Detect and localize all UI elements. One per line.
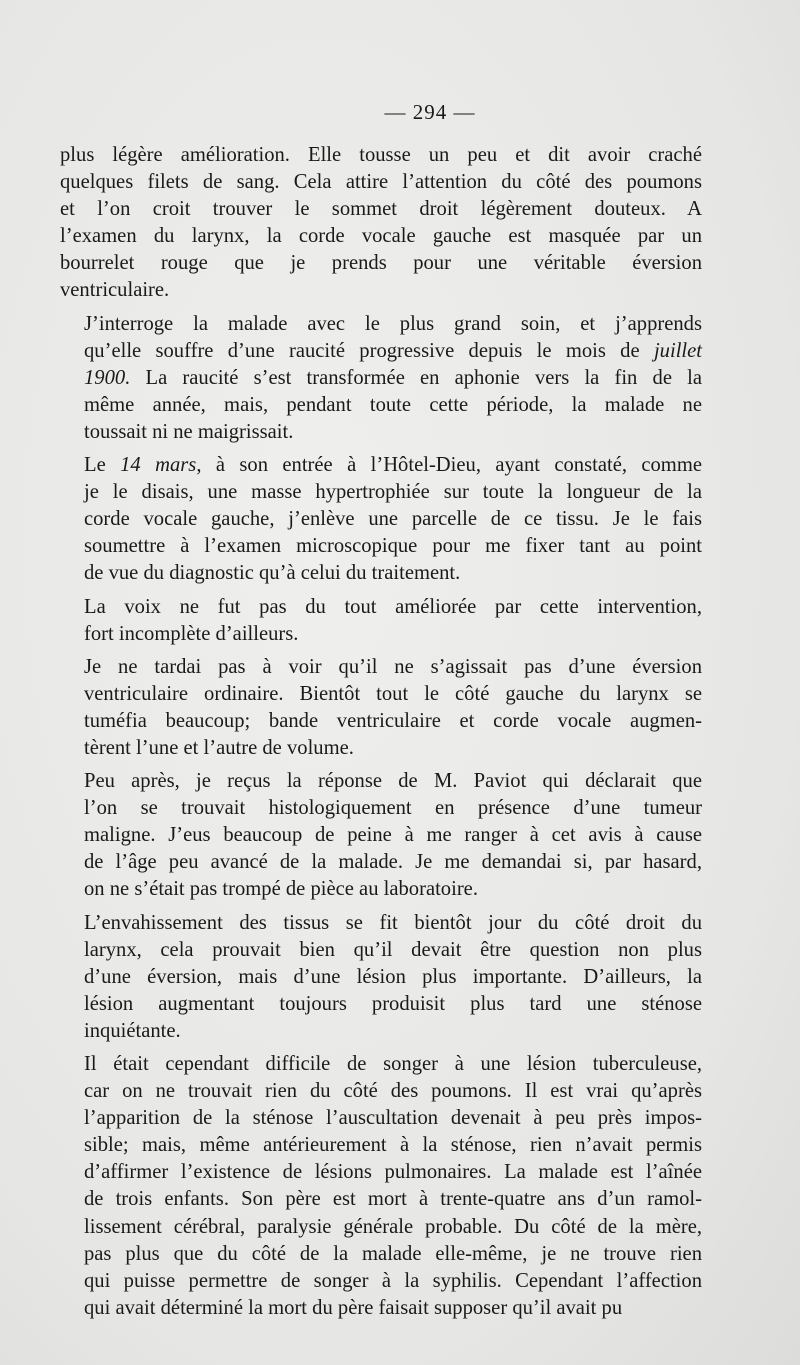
text-line: soumettre à l’examen microscopique pour me fixer tant au point (84, 535, 702, 558)
text-line: lissement cérébral, paralysie générale probable. Du côté de la mère, (84, 1215, 702, 1238)
paragraph (60, 311, 702, 446)
emphasis: 14 mars (120, 454, 197, 477)
paragraph (60, 452, 702, 587)
text-line: inquiétante. (84, 1019, 181, 1042)
emphasis: juillet (653, 339, 702, 362)
text-line: Peu après, je reçus la réponse de M. Paviot qui déclarait que (84, 770, 702, 793)
text-line: l’examen du larynx, la corde vocale gauche est masquée par un (60, 225, 702, 248)
emphasis: 1900. (84, 366, 131, 389)
text-line: ventriculaire. (60, 279, 170, 302)
text-line: fort incomplète d’ailleurs. (84, 622, 299, 645)
text-line: qui avait déterminé la mort du père faisait supposer qu’il avait pu (84, 1296, 623, 1319)
text-line: Il était cependant difficile de songer à une lésion tuberculeuse, (84, 1053, 702, 1075)
text-line: sible; mais, même antérieurement à la sténose, rien n’avait permis (84, 1134, 702, 1157)
text-line: 1900. La raucité s’est transformée en aphonie vers la fin de la (84, 366, 702, 389)
text-line: plus légère amélioration. Elle tousse un peu et dit avoir craché (60, 144, 702, 166)
paragraph (60, 594, 702, 648)
text-line: et l’on croit trouver le sommet droit légèrement douteux. A (60, 198, 702, 221)
text-line: larynx, cela prouvait bien qu’il devait être question non plus (84, 938, 702, 961)
text-line: de vue du diagnostic qu’à celui du traitement. (84, 562, 461, 585)
text-line: même année, mais, pendant toute cette période, la malade ne (84, 393, 702, 416)
page-number: — 294 — (384, 100, 476, 124)
text-line: Je ne tardai pas à voir qu’il ne s’agissait pas d’une éversion (84, 655, 702, 678)
paragraph (60, 768, 702, 903)
text-line: l’on se trouvait histologiquement en présence d’une tumeur (84, 797, 702, 820)
body-text (60, 142, 702, 1328)
text-line: on ne s’était pas trompé de pièce au laboratoire. (84, 878, 478, 901)
text-line: Le 14 mars, à son entrée à l’Hôtel-Dieu, ayant constaté, comme (84, 454, 702, 477)
text-line: car on ne trouvait rien du côté des poumons. Il est vrai qu’après (84, 1080, 702, 1103)
text-line: corde vocale gauche, j’enlève une parcelle de ce tissu. Je le fais (84, 508, 702, 531)
paragraph (60, 910, 702, 1045)
text-line: ventriculaire ordinaire. Bientôt tout le côté gauche du larynx se (84, 682, 702, 705)
text-line: de trois enfants. Son père est mort à trente-quatre ans d’un ramol- (84, 1188, 702, 1211)
text-line: L’envahissement des tissus se fit bientôt jour du côté droit du (84, 911, 702, 934)
text-line: tuméfia beaucoup; bande ventriculaire et corde vocale augmen- (84, 709, 702, 732)
paragraph (60, 1051, 702, 1322)
text-line: maligne. J’eus beaucoup de peine à me ranger à cet avis à cause (84, 824, 702, 847)
text-line: pas plus que du côté de la malade elle-même, je ne trouve rien (84, 1242, 702, 1265)
text-line: quelques filets de sang. Cela attire l’attention du côté des poumons (60, 171, 702, 194)
text-line: l’apparition de la sténose l’auscultation devenait à peu près impos- (84, 1107, 702, 1130)
text-line: je le disais, une masse hypertrophiée sur toute la longueur de la (84, 481, 702, 504)
text-line: J’interroge la malade avec le plus grand soin, et j’apprends (84, 312, 702, 335)
text-line: La voix ne fut pas du tout améliorée par cette intervention, (84, 595, 702, 618)
text-line: qu’elle souffre d’une raucité progressive depuis le mois de juillet (84, 339, 702, 362)
paragraph (60, 654, 702, 762)
text-line: d’une éversion, mais d’une lésion plus importante. D’ailleurs, la (84, 965, 702, 988)
text-line: d’affirmer l’existence de lésions pulmonaires. La malade est l’aînée (84, 1161, 702, 1184)
text-line: toussait ni ne maigrissait. (84, 420, 294, 443)
text-line: lésion augmentant toujours produisit plus tard une sténose (84, 992, 702, 1015)
text-line: de l’âge peu avancé de la malade. Je me demandai si, par hasard, (84, 851, 702, 874)
paragraph (60, 142, 702, 305)
text-line: bourrelet rouge que je prends pour une véritable éversion (60, 252, 702, 275)
text-line: tèrent l’une et l’autre de volume. (84, 736, 354, 759)
text-line: qui puisse permettre de songer à la syphilis. Cependant l’affection (84, 1269, 702, 1292)
